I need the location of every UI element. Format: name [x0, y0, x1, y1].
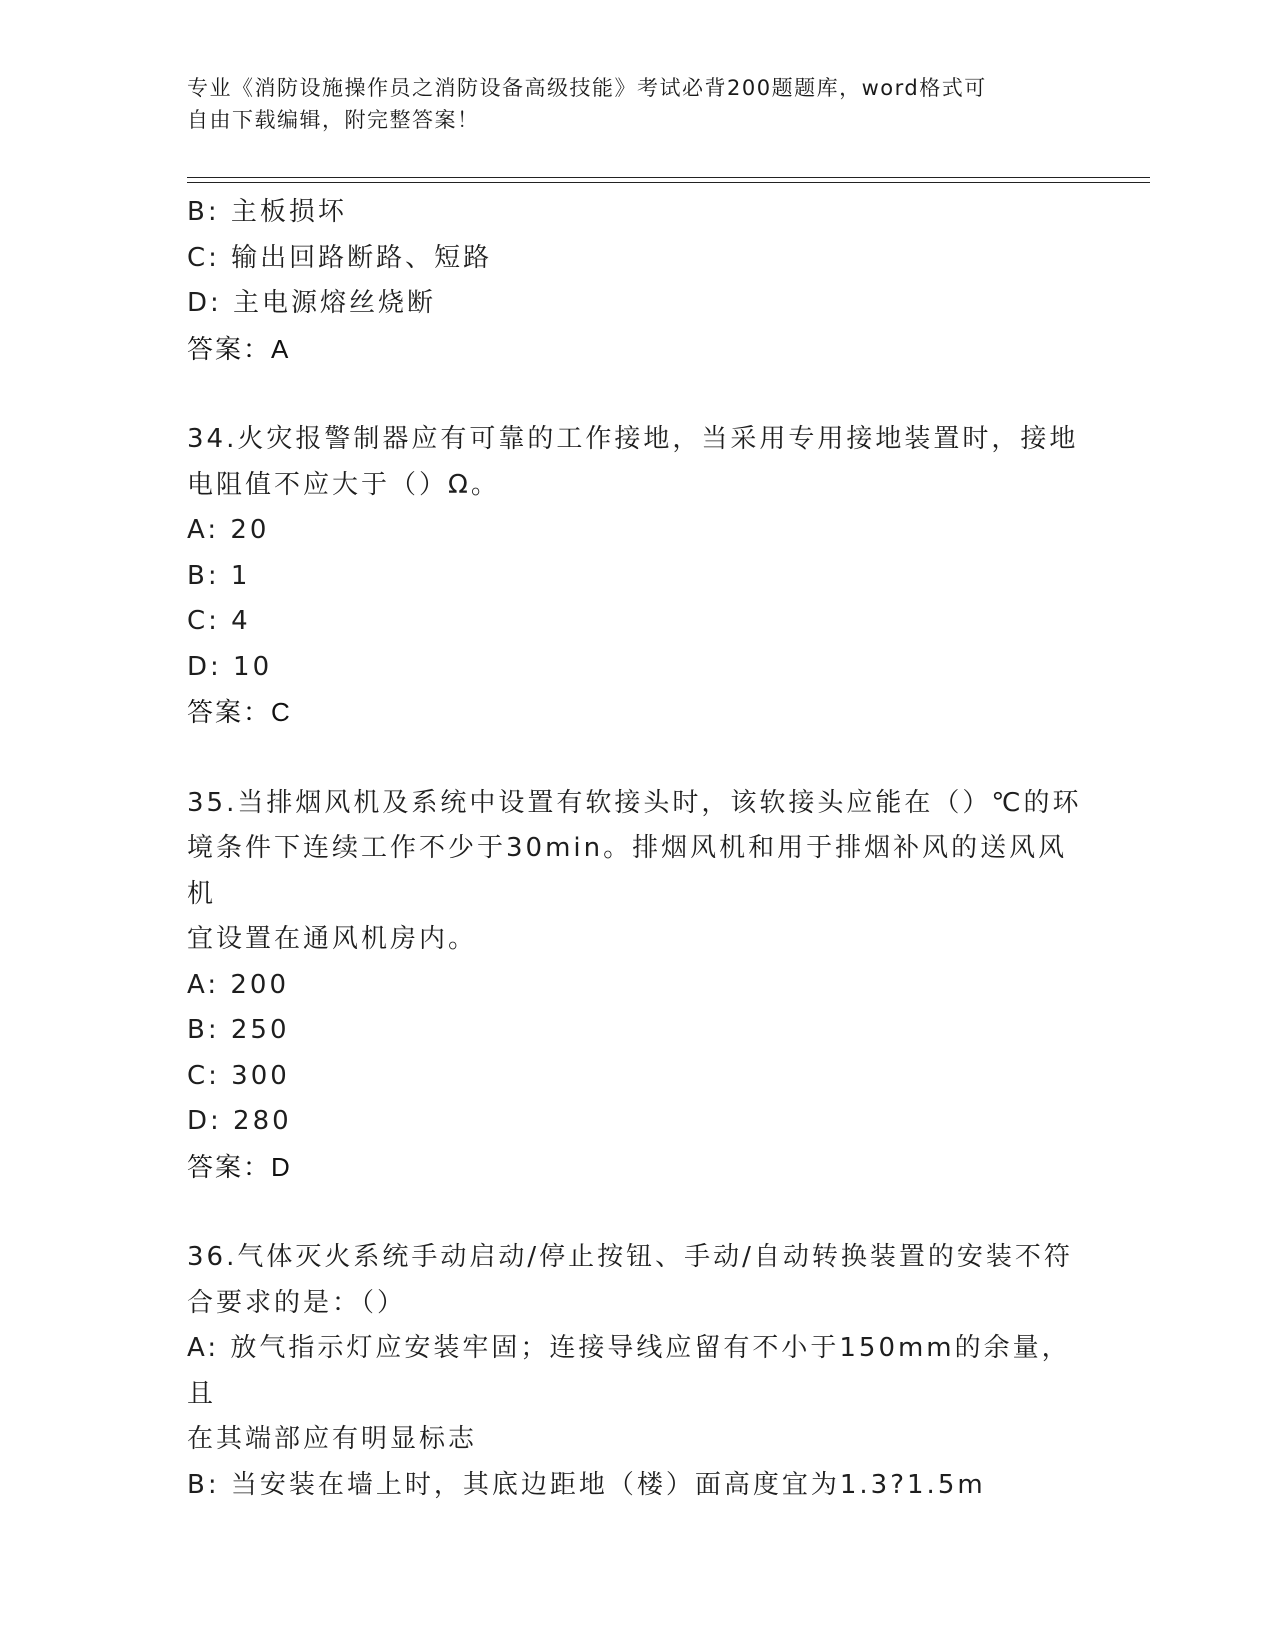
option-b: B: 250 [187, 1015, 290, 1045]
header-divider-top [187, 177, 1150, 178]
option-b: B: 主板损坏 [187, 197, 347, 227]
question-text-line: 合要求的是：（） [187, 1287, 407, 1318]
option-d: D: 280 [187, 1106, 292, 1136]
option-a: A: 放气指示灯应安装牢固；连接导线应留有不小于150mm的余量，且 [187, 1333, 1071, 1409]
question-text-line: 36.气体灭火系统手动启动/停止按钮、手动/自动转换装置的安装不符 [187, 1242, 1073, 1272]
header-line-1: 专业《消防设施操作员之消防设备高级技能》考试必背200题题库，word格式可 [187, 76, 987, 100]
option-d: D: 主电源熔丝烧断 [187, 288, 437, 318]
question-33-partial [187, 190, 1087, 372]
question-text-line: 宜设置在通风机房内。 [187, 924, 478, 954]
question-text-line: 境条件下连续工作不少于30min。排烟风机和用于排烟补风的送风风机 [187, 833, 1068, 909]
option-a: A: 20 [187, 515, 270, 545]
question-text-line: 35.当排烟风机及系统中设置有软接头时，该软接头应能在（）℃的环 [187, 787, 1082, 818]
option-c: C: 输出回路断路、短路 [187, 242, 493, 273]
document-header [187, 72, 1067, 136]
question-35 [187, 781, 1087, 1191]
header-line-2: 自由下载编辑，附完整答案！ [187, 108, 480, 132]
option-a-continued: 在其端部应有明显标志 [187, 1424, 478, 1454]
option-b: B: 当安装在墙上时，其底边距地（楼）面高度宜为1.3?1.5m [187, 1469, 986, 1500]
option-d: D: 10 [187, 651, 273, 682]
option-c: C: 4 [187, 606, 251, 636]
answer-line: 答案：D [187, 1151, 292, 1182]
option-b: B: 1 [187, 560, 251, 591]
question-list [187, 190, 1087, 1508]
question-text-line: 电阻值不应大于（）Ω。 [187, 469, 500, 500]
answer-line: 答案：C [187, 697, 292, 727]
question-text-line: 34.火灾报警制器应有可靠的工作接地，当采用专用接地装置时，接地 [187, 424, 1079, 454]
option-c: C: 300 [187, 1060, 290, 1091]
header-divider-bottom [187, 182, 1150, 183]
answer-line: 答案：A [187, 333, 291, 364]
option-a: A: 200 [187, 969, 289, 1000]
question-36 [187, 1235, 1087, 1508]
question-34 [187, 417, 1087, 736]
